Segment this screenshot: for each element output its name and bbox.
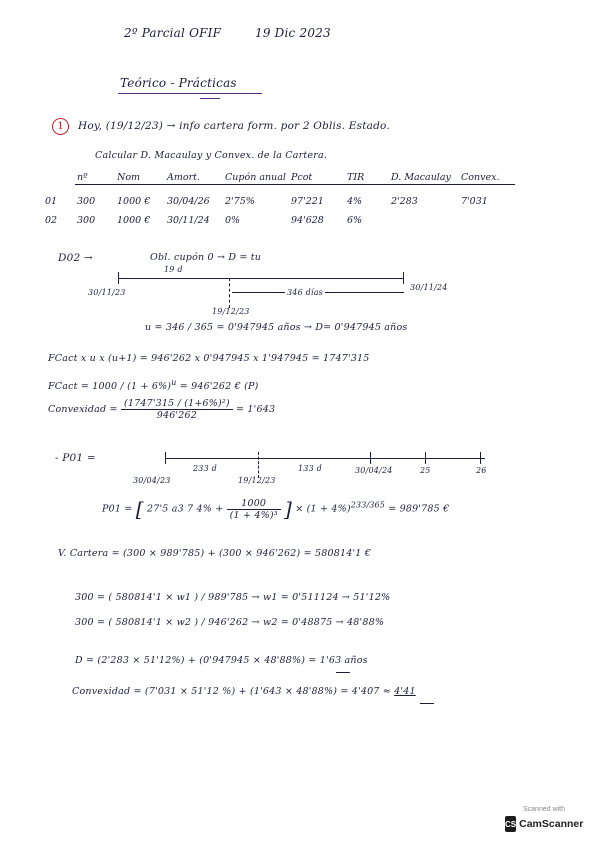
table-header-rule: [75, 184, 515, 185]
d02-timeline-marker: [229, 278, 230, 308]
col-header: nº: [77, 172, 88, 183]
exercise-task: Calcular D. Macaulay y Convex. de la Cartera.: [95, 150, 328, 161]
result-convexity-underline: [420, 703, 434, 704]
d02-timeline-tick: [403, 272, 404, 284]
table-header-row: [45, 172, 501, 183]
col-header: Nom: [117, 172, 141, 183]
weight-w1: 300 = ( 580814'1 × w1 ) / 989'785 → w1 = 0'511124 → 51'12%: [75, 592, 391, 603]
exercise-statement: Hoy, (19/12/23) → info cartera form. por 2 Oblis. Estado.: [78, 120, 390, 132]
p01-t2: 19/12/23: [238, 476, 276, 485]
p01-seg2: 133 d: [298, 464, 322, 473]
p01-timeline-tick: [480, 452, 481, 464]
p01-formula: P01 = [ 27'5 a3 7 4% + $\frac{1000}{\text{(1 + 4\%)³}}$ ] × $(1 + 4\%)^{233/365} = 989'785$ €: [102, 497, 450, 521]
p01-timeline-tick: [425, 452, 426, 464]
col-header: Convex.: [461, 172, 500, 183]
d02-timeline-end: 30/11/24: [410, 283, 448, 292]
p01-t1: 30/04/23: [133, 476, 171, 485]
d02-span-bottom: 346 días: [287, 288, 323, 297]
p01-timeline-axis: [165, 458, 485, 459]
p01-fraction: $\frac{1000}{\text{(1 + 4\%)³}}$: [227, 498, 281, 521]
camscanner-logo-icon: CS: [505, 816, 516, 832]
col-header: Pcot: [291, 172, 313, 183]
d02-span-top: 19 d: [164, 265, 183, 274]
p01-label: - P01 =: [55, 452, 96, 464]
p01-t5: 26: [476, 466, 487, 475]
p01-timeline-marker: [258, 452, 259, 478]
d02-label: D02 →: [58, 252, 93, 264]
exercise-number-badge: 1: [52, 118, 69, 135]
section-title: Teórico - Prácticas: [120, 76, 237, 90]
exam-date: 19 Dic 2023: [255, 26, 331, 40]
d02-timeline-axis: [118, 278, 403, 279]
col-header: D. Macaulay: [391, 172, 451, 183]
table-row: 02 300 1000 € 30/11/24 0% 94'628 6%: [45, 214, 363, 226]
d02-note: Obl. cupón 0 → D = tu: [150, 252, 262, 263]
d02-timeline-mid: 19/12/23: [212, 307, 250, 316]
camscanner-watermark: [505, 806, 583, 842]
col-header: Cupón anual: [225, 172, 286, 183]
d02-convexity: Convexidad = $\frac{\text{(1747'315 / (1+6\%)²)}}{946'262}$ = 1'643: [48, 398, 276, 421]
p01-seg1: 233 d: [193, 464, 217, 473]
d02-u-calc: u = 346 / 365 = 0'947945 años → D= 0'947945 años: [145, 322, 408, 333]
p01-timeline-tick: [165, 452, 166, 464]
d02-fc-act: FCact = $1000 / (1 + 6\%)^u = 946'262$ € (P): [48, 378, 259, 393]
exam-title: 2º Parcial OFIF: [124, 26, 222, 40]
section-underline-2: [200, 98, 220, 99]
col-header: Amort.: [167, 172, 200, 183]
portfolio-value: V. Cartera = (300 × 989'785) + (300 × 946'262) = 580814'1 €: [58, 548, 371, 559]
p01-t3: 30/04/24: [355, 466, 393, 475]
d02-timeline-tick: [118, 272, 119, 284]
weight-w2: 300 = ( 580814'1 × w2 ) / 946'262 → w2 = 0'48875 → 48'88%: [75, 617, 385, 628]
camscanner-brand: CamScanner: [519, 818, 584, 830]
col-header: TIR: [347, 172, 365, 183]
table-row: 01 300 1000 € 30/04/26 2'75% 97'221 4% 2'283 7'031: [45, 195, 488, 207]
result-duration-underline: [336, 672, 350, 673]
d02-convexity-fraction: $\frac{\text{(1747'315 / (1+6\%)²)}}{946'262}$: [121, 398, 233, 421]
scanned-with-text: Scanned with: [522, 806, 566, 813]
result-convexity: Convexidad = (7'031 × 51'12 %) + (1'643 × 48'88%) = 4'407 ≈ 4'41: [72, 686, 416, 697]
d02-timeline-start: 30/11/23: [88, 288, 126, 297]
p01-t4: 25: [420, 466, 431, 475]
d02-fc-u: FCact x u x (u+1) = 946'262 x 0'947945 x 1'947945 = 1747'315: [48, 353, 370, 364]
p01-timeline-tick: [370, 452, 371, 464]
section-underline: [118, 93, 262, 94]
result-duration: D = (2'283 × 51'12%) + (0'947945 × 48'88%) = 1'63 años: [75, 655, 368, 666]
bond-table: [45, 172, 501, 231]
